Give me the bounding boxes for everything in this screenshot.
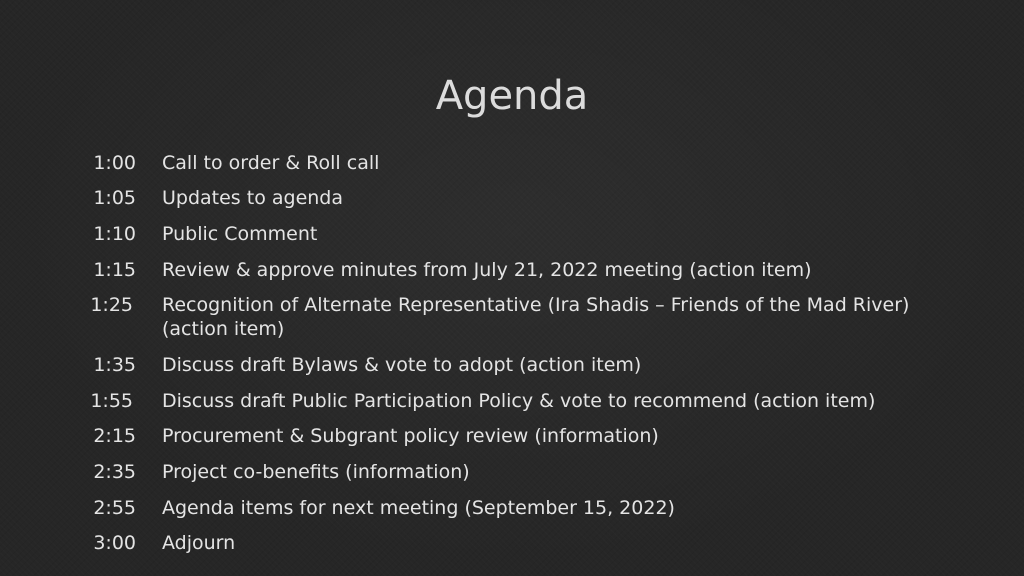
agenda-item-text: Recognition of Alternate Representative (Ira Shadis – Friends of the Mad River) (action item) — [162, 294, 910, 340]
agenda-item-text: Adjourn — [162, 532, 236, 554]
agenda-item-text: Discuss draft Bylaws & vote to adopt (action item) — [162, 354, 642, 376]
agenda-time: 1:10 — [93, 223, 136, 245]
agenda-item-text: Agenda items for next meeting (September 15, 2022) — [162, 497, 675, 519]
agenda-time: 2:55 — [93, 497, 136, 519]
agenda-time: 1:00 — [93, 152, 136, 174]
agenda-item-text: Procurement & Subgrant policy review (information) — [162, 425, 659, 447]
agenda-item-text: Public Comment — [162, 223, 318, 245]
slide-title: Agenda — [435, 73, 589, 119]
agenda-time: 1:25 — [90, 294, 133, 316]
agenda-time: 3:00 — [93, 532, 136, 554]
agenda-item-text: Updates to agenda — [162, 187, 344, 209]
agenda-item-text: Project co-benefits (information) — [162, 461, 470, 483]
agenda-time: 2:15 — [93, 425, 136, 447]
agenda-time: 2:35 — [93, 461, 136, 483]
agenda-item-text: Call to order & Roll call — [162, 152, 380, 174]
agenda-time: 1:55 — [90, 390, 133, 412]
agenda-time: 1:05 — [93, 187, 136, 209]
agenda-time: 1:15 — [93, 259, 136, 281]
agenda-time: 1:35 — [93, 354, 136, 376]
agenda-item-text: Review & approve minutes from July 21, 2022 meeting (action item) — [162, 259, 812, 281]
agenda-item-text: Discuss draft Public Participation Policy & vote to recommend (action item) — [162, 390, 876, 412]
